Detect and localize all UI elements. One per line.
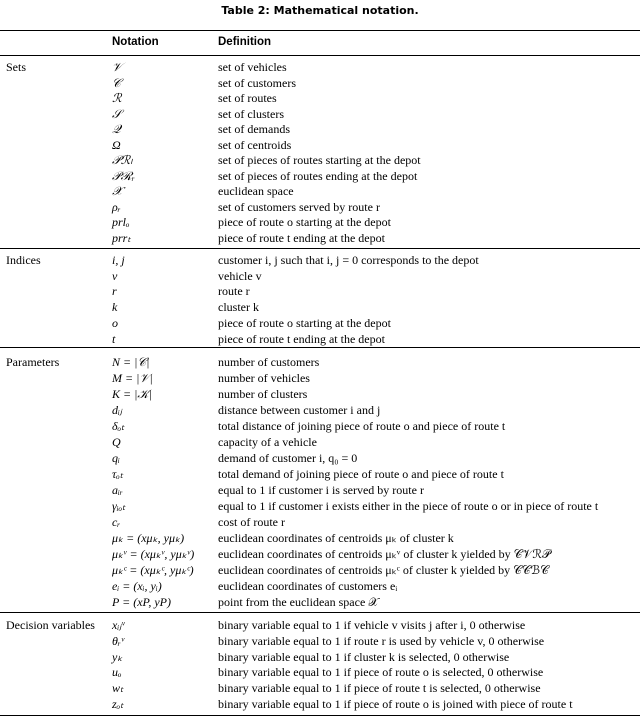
notation-symbol: xᵢⱼᵛ (112, 618, 125, 632)
notation-symbol: t (112, 331, 116, 346)
notation-definition: equal to 1 if customer i exists either in the piece of route o or in piece of route t (218, 499, 599, 513)
notation-symbol: N = |𝒞| (112, 355, 150, 369)
notation-symbol: 𝒱 (112, 60, 122, 74)
notation-definition: binary variable equal to 1 if piece of route o is selected, 0 otherwise (218, 665, 544, 680)
notation-symbol: eᵢ = (xᵢ, yᵢ) (112, 579, 162, 593)
table-row (0, 563, 640, 578)
notation-symbol: γᵢₒₜ (112, 499, 126, 513)
table-row (0, 316, 640, 331)
table-row (0, 122, 640, 137)
notation-definition: number of clusters (218, 387, 308, 401)
notation-symbol: δₒₜ (112, 419, 125, 433)
table-row (0, 184, 640, 199)
table-row (0, 579, 640, 594)
notation-definition: piece of route t ending at the depot (218, 331, 385, 346)
notation-symbol: yₖ (112, 649, 123, 664)
notation-symbol: dᵢⱼ (112, 403, 122, 417)
table-row (0, 60, 640, 75)
table-row (0, 284, 640, 299)
notation-definition: distance between customer i and j (218, 403, 381, 417)
notation-symbol: k (112, 300, 118, 315)
table-row (0, 371, 640, 386)
notation-definition: set of centroids (218, 137, 292, 152)
table-row (0, 153, 640, 168)
notation-definition: set of pieces of routes ending at the depot (218, 168, 418, 183)
notation-definition: number of customers (218, 355, 320, 369)
notation-definition: route r (218, 284, 250, 299)
notation-definition: total distance of joining piece of route o and piece of route t (218, 419, 506, 433)
table-row (0, 483, 640, 498)
table-row (0, 253, 640, 268)
notation-definition: set of pieces of routes starting at the depot (218, 153, 421, 167)
table-row (0, 435, 640, 450)
header-row (0, 34, 640, 52)
notation-definition: demand of customer i, q₀ = 0 (218, 451, 358, 465)
notation-definition: set of customers (218, 75, 296, 90)
table-row (0, 467, 640, 482)
notation-symbol: 𝒳 (112, 184, 123, 198)
notation-definition: point from the euclidean space 𝒳 (218, 595, 379, 609)
section-rule (0, 612, 640, 613)
notation-definition: euclidean coordinates of centroids μₖᶜ of cluster k yielded by 𝒞𝒞ℬ𝒞 (218, 563, 549, 577)
notation-symbol: prlₒ (112, 215, 130, 229)
notation-definition: set of demands (218, 122, 290, 136)
section-label: Indices (6, 253, 41, 267)
notation-symbol: prrₜ (112, 230, 131, 245)
notation-definition: euclidean space (218, 184, 294, 198)
notation-definition: binary variable equal to 1 if cluster k is selected, 0 otherwise (218, 649, 510, 664)
notation-definition: customer i, j such that i, j = 0 corresponds to the depot (218, 253, 479, 267)
table-row (0, 499, 640, 514)
table-row (0, 215, 640, 230)
notation-definition: binary variable equal to 1 if vehicle v visits j after i, 0 otherwise (218, 618, 526, 632)
notation-symbol: i, j (112, 253, 125, 267)
table-row (0, 76, 640, 91)
notation-symbol: τₒₜ (112, 467, 124, 481)
notation-definition: piece of route o starting at the depot (218, 315, 391, 330)
notation-definition: vehicle v (218, 268, 262, 283)
table-row (0, 200, 640, 215)
notation-symbol: μₖ = (xμₖ, yμₖ) (112, 531, 185, 545)
notation-symbol: K = |𝒦| (112, 387, 152, 401)
section-label: Parameters (6, 355, 60, 369)
header-notation: Notation (112, 36, 159, 48)
notation-definition: piece of route o starting at the depot (218, 215, 391, 229)
header-definition: Definition (218, 36, 272, 48)
notation-symbol: ρᵣ (112, 199, 121, 214)
table-row (0, 332, 640, 347)
notation-definition: piece of route t ending at the depot (218, 230, 385, 245)
notation-symbol: θᵣᵛ (112, 633, 125, 648)
notation-definition: binary variable equal to 1 if piece of route t is selected, 0 otherwise (218, 681, 541, 696)
notation-symbol: 𝒫ℛₗ (112, 153, 133, 167)
table-row (0, 355, 640, 370)
table-row (0, 169, 640, 184)
notation-definition: set of routes (218, 91, 277, 105)
table-row (0, 681, 640, 696)
section-rule (0, 248, 640, 249)
table-row (0, 138, 640, 153)
table-row (0, 91, 640, 106)
top-rule (0, 30, 640, 31)
notation-definition: cluster k (218, 300, 259, 315)
table-row (0, 515, 640, 530)
table-row (0, 300, 640, 315)
notation-symbol: 𝒬 (112, 122, 121, 136)
notation-definition: equal to 1 if customer i is served by route r (218, 483, 424, 497)
notation-symbol: 𝒫ℛᵣ (112, 168, 135, 183)
table-row (0, 547, 640, 562)
section-label: Sets (6, 60, 27, 74)
table-row (0, 618, 640, 633)
section-label: Decision variables (6, 618, 95, 632)
notation-symbol: P = (xP, yP) (112, 595, 171, 609)
table-row (0, 531, 640, 546)
table-caption: Table 2: Mathematical notation. (221, 4, 419, 17)
notation-symbol: o (112, 315, 118, 330)
notation-definition: binary variable equal to 1 if piece of route o is joined with piece of route t (218, 697, 573, 711)
table-row (0, 403, 640, 418)
notation-symbol: cᵣ (112, 515, 121, 529)
notation-definition: binary variable equal to 1 if route r is used by vehicle v, 0 otherwise (218, 633, 545, 648)
notation-symbol: zₒₜ (112, 697, 124, 711)
notation-symbol: uₒ (112, 665, 122, 680)
notation-definition: set of clusters (218, 106, 284, 121)
notation-definition: cost of route r (218, 515, 285, 529)
notation-symbol: μₖᵛ = (xμₖᵛ, yμₖᵛ) (112, 547, 195, 561)
table-row (0, 451, 640, 466)
notation-symbol: r (112, 284, 117, 299)
table-row (0, 387, 640, 402)
table-row (0, 595, 640, 610)
notation-definition: euclidean coordinates of centroids μₖ of cluster k (218, 531, 454, 545)
notation-definition: number of vehicles (218, 371, 310, 385)
notation-definition: euclidean coordinates of customers eᵢ (218, 579, 398, 593)
notation-symbol: 𝒞 (112, 75, 121, 90)
notation-symbol: Q (112, 435, 121, 449)
notation-symbol: v (112, 268, 118, 283)
table-row (0, 419, 640, 434)
table-row (0, 634, 640, 649)
notation-symbol: M = |𝒱| (112, 371, 153, 385)
table-row (0, 269, 640, 284)
header-rule (0, 55, 640, 56)
notation-definition: capacity of a vehicle (218, 435, 317, 449)
table-row (0, 665, 640, 680)
notation-symbol: wₜ (112, 681, 124, 696)
notation-symbol: Ω (112, 137, 121, 152)
section-rule (0, 347, 640, 348)
notation-definition: euclidean coordinates of centroids μₖᵛ of cluster k yielded by 𝒞𝒱ℛ𝒫 (218, 547, 551, 561)
notation-definition: set of customers served by route r (218, 199, 380, 214)
table-row (0, 231, 640, 246)
notation-symbol: aᵢᵣ (112, 483, 123, 497)
notation-symbol: 𝒮 (112, 106, 122, 121)
table-row (0, 650, 640, 665)
notation-symbol: qᵢ (112, 451, 120, 465)
notation-definition: total demand of joining piece of route o and piece of route t (218, 467, 504, 481)
table-row (0, 697, 640, 712)
notation-symbol: μₖᶜ = (xμₖᶜ, yμₖᶜ) (112, 563, 194, 577)
table-row (0, 107, 640, 122)
notation-definition: set of vehicles (218, 60, 287, 74)
notation-symbol: ℛ (112, 91, 122, 105)
